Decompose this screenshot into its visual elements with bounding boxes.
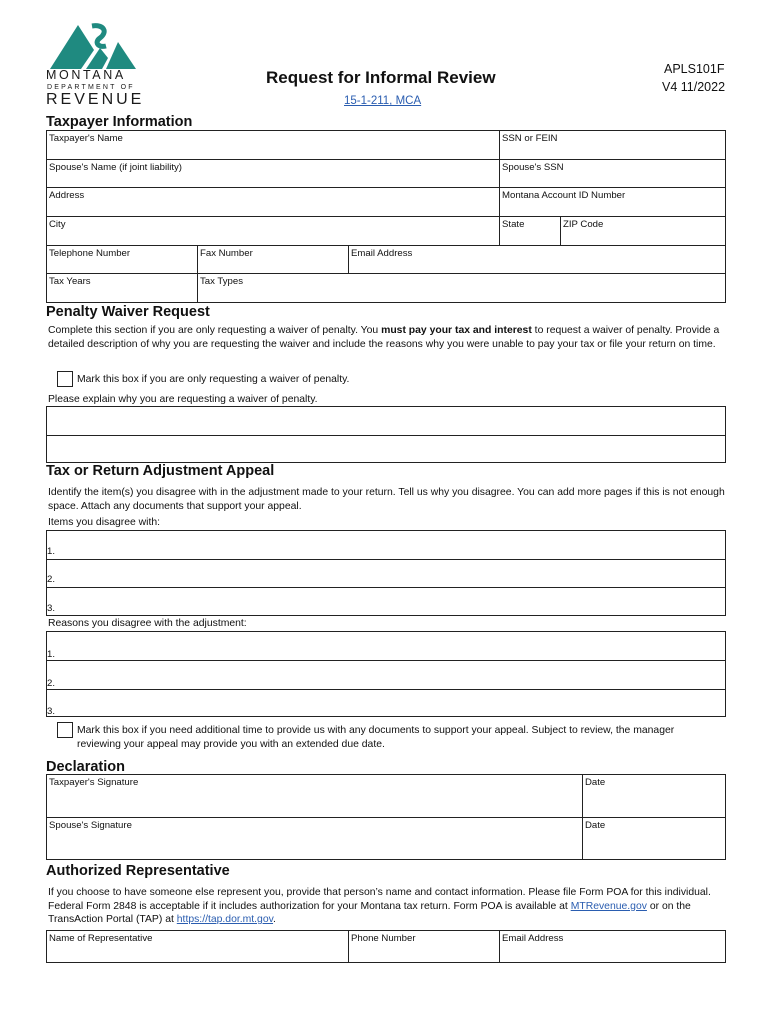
reason-number-2: 2. xyxy=(47,678,56,689)
zip-label: ZIP Code xyxy=(563,219,604,230)
spouse-signature-label: Spouse's Signature xyxy=(49,820,132,831)
appeal-heading: Tax or Return Adjustment Appeal xyxy=(46,463,275,479)
fax-label: Fax Number xyxy=(200,248,253,259)
representative-instructions xyxy=(48,886,724,927)
representative-name-label: Name of Representative xyxy=(49,933,153,944)
penalty-explain-line xyxy=(47,435,725,436)
spouse-ssn-field[interactable] xyxy=(500,160,726,188)
statute-link[interactable]: 15-1-211, MCA xyxy=(344,95,422,107)
penalty-checkbox-label: Mark this box if you are only requesting a waiver of penalty. xyxy=(77,374,350,385)
appeal-instructions: Identify the item(s) you disagree with in the adjustment made to your return. Tell us why you disagree. You can add more pages if this is not enough space. Attach any documents that support your appeal. xyxy=(48,487,725,512)
declaration-grid xyxy=(46,774,726,860)
fax-field[interactable] xyxy=(198,246,349,274)
account-id-field[interactable] xyxy=(500,188,726,217)
tax-years-label: Tax Years xyxy=(49,276,91,287)
penalty-instructions xyxy=(48,324,724,351)
item-number-2: 2. xyxy=(47,574,56,585)
email-label: Email Address xyxy=(351,248,413,259)
city-field[interactable] xyxy=(47,217,500,246)
item-number-1: 1. xyxy=(47,546,56,557)
reasons-line-1 xyxy=(47,660,725,661)
date-field-2[interactable] xyxy=(583,818,726,860)
form-version: V4 11/2022 xyxy=(662,80,726,94)
form-code: APLS101F xyxy=(664,62,725,76)
zip-field[interactable] xyxy=(561,217,726,246)
state-field[interactable] xyxy=(500,217,561,246)
representative-heading: Authorized Representative xyxy=(46,863,230,879)
taxpayer-grid xyxy=(46,130,726,303)
state-label: State xyxy=(502,219,525,230)
spouse-name-label: Spouse's Name (if joint liability) xyxy=(49,162,182,173)
mtrevenue-link[interactable]: MTRevenue.gov xyxy=(570,900,647,912)
spouse-ssn-label: Spouse's SSN xyxy=(502,162,564,173)
date-label-1: Date xyxy=(585,777,606,788)
item-number-3: 3. xyxy=(47,603,56,614)
penalty-text-1: Complete this section if you are only requesting a waiver of penalty. You xyxy=(48,325,382,336)
form-title: Request for Informal Review xyxy=(266,68,496,87)
ssn-fein-label: SSN or FEIN xyxy=(502,133,558,144)
reasons-label: Reasons you disagree with the adjustment: xyxy=(48,618,247,629)
taxpayer-name-label: Taxpayer's Name xyxy=(49,133,123,144)
representative-name-field[interactable] xyxy=(47,931,349,962)
date-field-1[interactable] xyxy=(583,775,726,818)
logo-montana: MONTANA xyxy=(46,68,126,82)
penalty-text-bold: must pay your tax and interest xyxy=(381,325,532,336)
penalty-explain-label: Please explain why you are requesting a waiver of penalty. xyxy=(48,394,318,405)
telephone-field[interactable] xyxy=(47,246,198,274)
reasons-line-2 xyxy=(47,689,725,690)
tax-types-label: Tax Types xyxy=(200,276,244,287)
items-line-1 xyxy=(47,559,725,560)
additional-time-checkbox[interactable] xyxy=(57,722,73,738)
telephone-label: Telephone Number xyxy=(49,248,131,259)
representative-email-field[interactable] xyxy=(500,931,726,962)
reasons-box[interactable] xyxy=(46,631,726,717)
spouse-signature-field[interactable] xyxy=(47,818,583,860)
items-label: Items you disagree with: xyxy=(48,517,161,528)
taxpayer-signature-field[interactable] xyxy=(47,775,583,818)
representative-phone-label: Phone Number xyxy=(351,933,416,944)
mountain-logo-icon xyxy=(48,22,138,70)
address-field[interactable] xyxy=(47,188,500,217)
representative-text-2: or on the TransAction Portal (TAP) at xyxy=(48,900,691,925)
representative-text-3: . xyxy=(273,914,276,925)
ssn-fein-field[interactable] xyxy=(500,131,726,160)
representative-grid xyxy=(46,930,726,963)
email-field[interactable] xyxy=(349,246,726,274)
date-label-2: Date xyxy=(585,820,606,831)
montana-dor-logo xyxy=(46,22,145,108)
reason-number-3: 3. xyxy=(47,706,56,717)
taxpayer-name-field[interactable] xyxy=(47,131,500,160)
logo-department-of: DEPARTMENT OF xyxy=(47,84,135,91)
penalty-explain-box[interactable] xyxy=(46,406,726,463)
account-id-label: Montana Account ID Number xyxy=(502,190,626,201)
items-line-2 xyxy=(47,587,725,588)
representative-phone-field[interactable] xyxy=(349,931,500,962)
penalty-text-2: to request a waiver of penalty. Provide a detailed description of why you are requesting the waiver and include the reasons why you were unable to pay your tax or file your return on time. xyxy=(48,325,720,350)
representative-email-label: Email Address xyxy=(502,933,564,944)
declaration-heading: Declaration xyxy=(46,759,125,775)
additional-time-label: Mark this box if you need additional time to provide us with any documents to support your appeal. Subject to review, the manager reviewing your appeal may provide you with an extended due date. xyxy=(77,725,675,750)
tax-years-field[interactable] xyxy=(47,274,198,303)
city-label: City xyxy=(49,219,66,230)
representative-text-1: If you choose to have someone else represent you, provide that person’s name and contact information. Please file Form POA for this individual. Federal Form 2848 is acceptable if it includes authorization for your Montana tax return. Form POA is available at xyxy=(48,887,711,912)
tap-portal-link[interactable]: https://tap.dor.mt.gov xyxy=(176,914,274,925)
penalty-heading: Penalty Waiver Request xyxy=(46,304,210,320)
logo-revenue: REVENUE xyxy=(46,91,145,108)
penalty-only-checkbox[interactable] xyxy=(57,371,73,387)
address-label: Address xyxy=(49,190,85,201)
items-box[interactable] xyxy=(46,530,726,616)
taxpayer-signature-label: Taxpayer's Signature xyxy=(49,777,139,788)
reason-number-1: 1. xyxy=(47,649,56,660)
taxpayer-heading: Taxpayer Information xyxy=(46,114,193,130)
spouse-name-field[interactable] xyxy=(47,160,500,188)
tax-types-field[interactable] xyxy=(198,274,726,303)
